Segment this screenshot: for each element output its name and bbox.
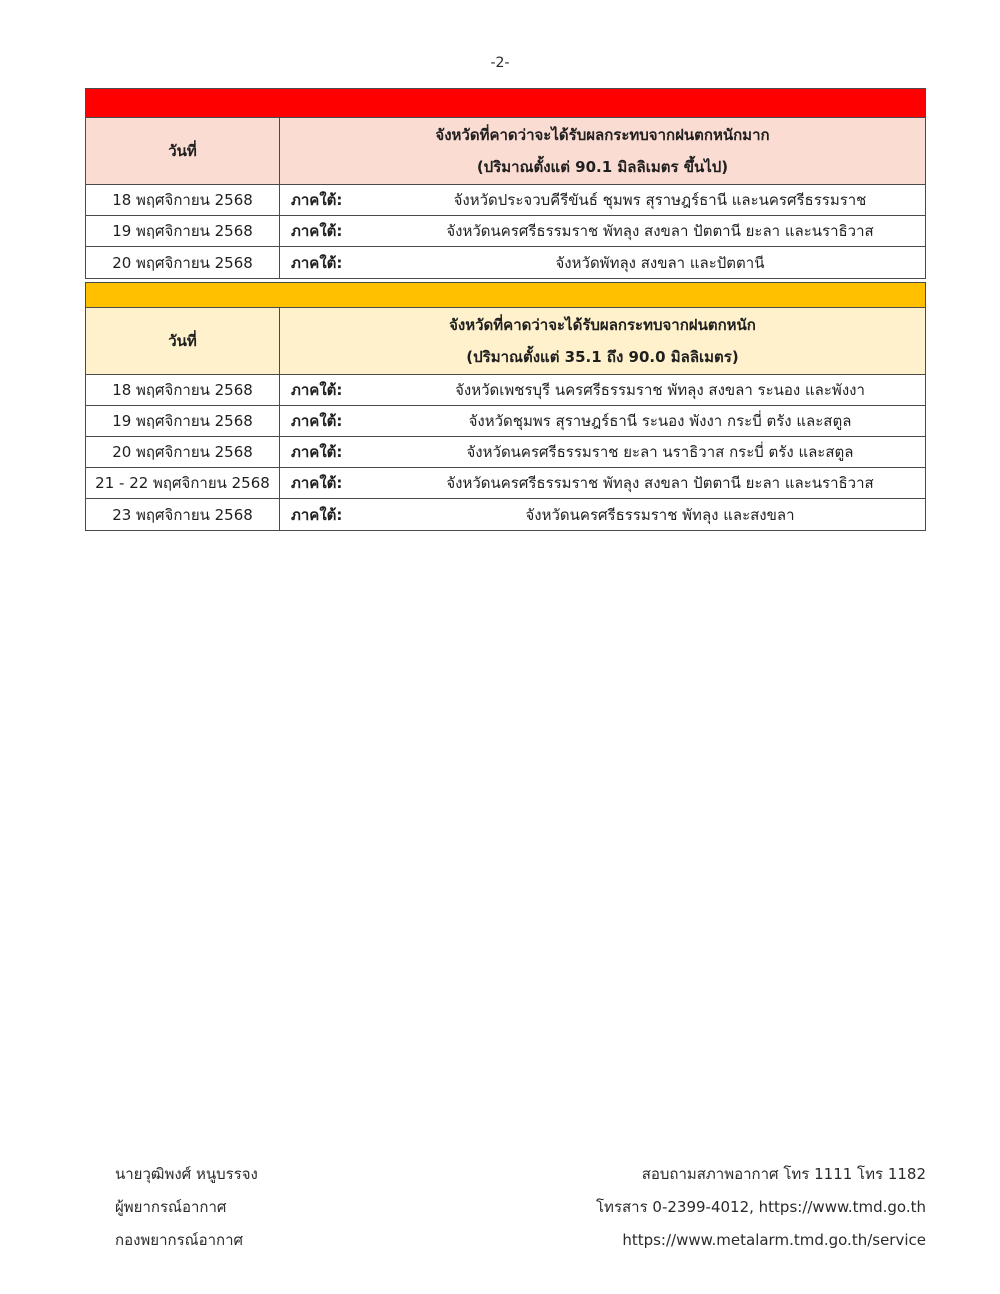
date-cell: 20 พฤศจิกายน 2568 — [86, 247, 280, 278]
date-cell: 19 พฤศจิกายน 2568 — [86, 406, 280, 436]
red-banner — [86, 89, 925, 118]
table-row — [86, 216, 925, 247]
table-row — [86, 185, 925, 216]
very-heavy-rain-header-row — [86, 118, 925, 185]
region-label: ภาคใต้: — [291, 253, 343, 272]
region-label: ภาคใต้: — [291, 505, 343, 524]
date-cell: 19 พฤศจิกายน 2568 — [86, 216, 280, 246]
table-row — [86, 247, 925, 278]
table-title: จังหวัดที่คาดว่าจะได้รับผลกระทบจากฝนตกหนัก — [449, 316, 756, 334]
table-row — [86, 437, 925, 468]
table-title: จังหวัดที่คาดว่าจะได้รับผลกระทบจากฝนตกหนักมาก — [435, 126, 770, 144]
date-column-header: วันที่ — [86, 118, 280, 184]
forecaster-title: ผู้พยากรณ์อากาศ — [115, 1198, 227, 1216]
document-body — [85, 88, 926, 531]
contact-fax-website: โทรสาร 0-2399-4012, https://www.tmd.go.th — [596, 1198, 926, 1216]
page-number: -2- — [490, 55, 510, 71]
provinces-text: จังหวัดประจวบคีรีขันธ์ ชุมพร สุราษฎร์ธานี และนครศรีธรรมราช — [453, 191, 867, 209]
table-row — [86, 375, 925, 406]
region-label: ภาคใต้: — [291, 443, 343, 461]
provinces-text: จังหวัดนครศรีธรรมราช พัทลุง สงขลา ปัตตานี ยะลา และนราธิวาส — [446, 474, 874, 492]
contact-phone: สอบถามสภาพอากาศ โทร 1111 โทร 1182 — [641, 1165, 926, 1183]
provinces-text: จังหวัดเพชรบุรี นครศรีธรรมราช พัทลุง สงขลา ระนอง และพังงา — [455, 381, 865, 399]
provinces-text: จังหวัดพัทลุง สงขลา และปัตตานี — [555, 253, 765, 272]
table-subtitle: (ปริมาณตั้งแต่ 35.1 ถึง 90.0 มิลลิเมตร) — [466, 348, 739, 366]
heavy-rain-header-row — [86, 308, 925, 375]
region-label: ภาคใต้: — [291, 474, 343, 492]
region-label: ภาคใต้: — [291, 222, 343, 240]
date-cell: 21 - 22 พฤศจิกายน 2568 — [86, 468, 280, 498]
contact-block — [596, 1158, 926, 1257]
provinces-text: จังหวัดนครศรีธรรมราช ยะลา นราธิวาส กระบี่ ตรัง และสตูล — [466, 443, 854, 461]
provinces-text: จังหวัดนครศรีธรรมราช พัทลุง สงขลา ปัตตานี ยะลา และนราธิวาส — [446, 222, 874, 240]
table-subtitle: (ปริมาณตั้งแต่ 90.1 มิลลิเมตร ขึ้นไป) — [476, 158, 729, 176]
forecaster-block — [115, 1158, 258, 1257]
forecaster-division: กองพยากรณ์อากาศ — [115, 1231, 244, 1249]
table-row — [86, 406, 925, 437]
heavy-rain-table — [85, 282, 926, 531]
forecaster-name: นายวุฒิพงศ์ หนูบรรจง — [115, 1165, 258, 1183]
date-cell: 18 พฤศจิกายน 2568 — [86, 185, 280, 215]
provinces-text: จังหวัดชุมพร สุราษฎร์ธานี ระนอง พังงา กระบี่ ตรัง และสตูล — [468, 412, 852, 430]
table-row — [86, 468, 925, 499]
very-heavy-rain-table — [85, 88, 926, 279]
region-label: ภาคใต้: — [291, 191, 343, 209]
region-label: ภาคใต้: — [291, 412, 343, 430]
orange-banner — [86, 283, 925, 308]
date-cell: 23 พฤศจิกายน 2568 — [86, 499, 280, 530]
alert-service-url: https://www.metalarm.tmd.go.th/service — [622, 1231, 926, 1249]
date-cell: 18 พฤศจิกายน 2568 — [86, 375, 280, 405]
provinces-text: จังหวัดนครศรีธรรมราช พัทลุง และสงขลา — [525, 505, 795, 524]
region-label: ภาคใต้: — [291, 381, 343, 399]
date-column-header: วันที่ — [86, 308, 280, 374]
date-cell: 20 พฤศจิกายน 2568 — [86, 437, 280, 467]
page-footer — [115, 1158, 926, 1257]
table-row — [86, 499, 925, 530]
